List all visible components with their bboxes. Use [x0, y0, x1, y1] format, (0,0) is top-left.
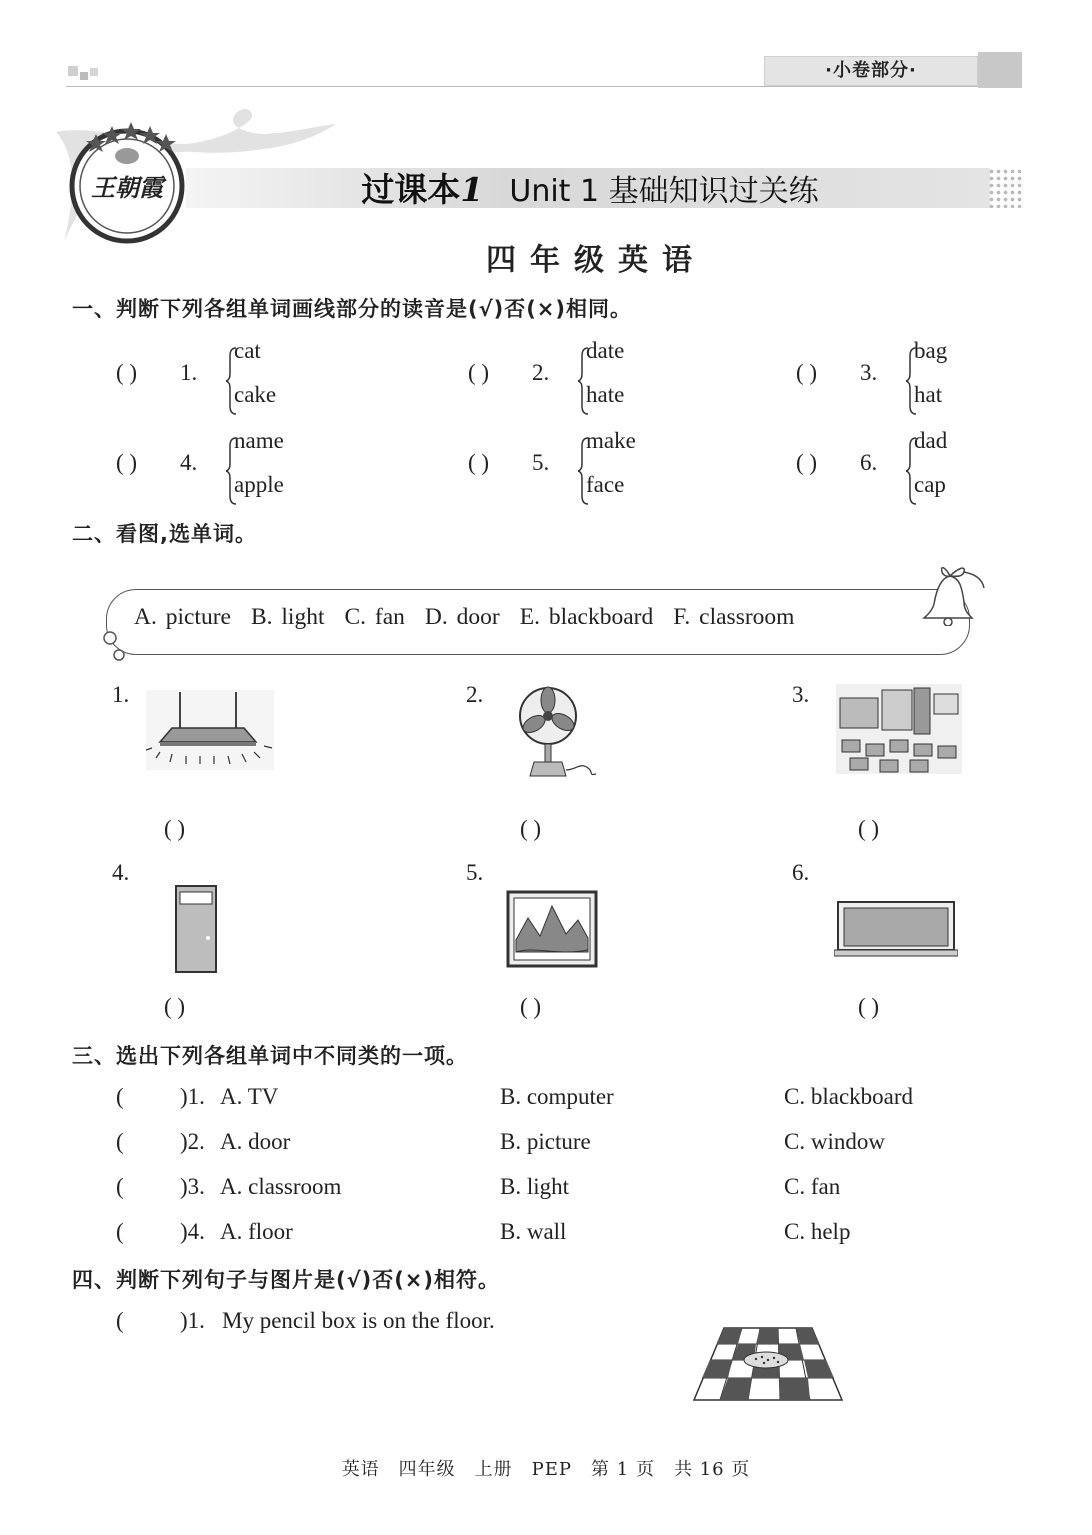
classroom-picture: [836, 684, 962, 774]
title-main: Unit 1 基础知识过关练: [509, 174, 819, 209]
word-1: bag: [914, 338, 948, 363]
answer-blank[interactable]: (: [116, 1219, 124, 1244]
light-picture: [146, 690, 274, 770]
option-b: B. light: [500, 1174, 570, 1199]
word-bank-circles: [100, 628, 130, 664]
part3-heading: 三、选出下列各组单词中不同类的一项。: [72, 1044, 468, 1068]
option-b: B. computer: [500, 1084, 614, 1109]
option-d: D. door: [424, 604, 500, 630]
item-number: 5.: [466, 860, 484, 885]
answer-blank[interactable]: ( ): [116, 450, 138, 475]
option-b: B. wall: [500, 1219, 567, 1244]
corner-decoration: [68, 66, 78, 76]
item-number: 5.: [532, 450, 550, 475]
word-2: apple: [234, 472, 284, 497]
word-pair: [226, 338, 336, 416]
answer-blank[interactable]: ( ): [116, 360, 138, 385]
answer-blank[interactable]: (: [116, 1174, 124, 1199]
title-number: 1: [460, 170, 484, 209]
item-number: 2.: [466, 682, 484, 707]
item-number: )2.: [180, 1129, 205, 1154]
answer-blank[interactable]: ( ): [468, 450, 490, 475]
bell-icon: [920, 562, 990, 626]
option-a: A. door: [220, 1129, 291, 1154]
item-number: 1.: [112, 682, 130, 707]
word-pair: [578, 428, 688, 506]
header-rule: [66, 86, 1022, 87]
option-a: A. floor: [220, 1219, 293, 1244]
answer-blank[interactable]: ( ): [796, 360, 818, 385]
logo-text: 王朝霞: [91, 173, 163, 202]
word-2: hat: [914, 382, 943, 407]
word-1: date: [586, 338, 625, 363]
word-pair: [226, 428, 336, 506]
word-pair: [578, 338, 688, 416]
answer-blank[interactable]: ( ): [796, 450, 818, 475]
fan-picture: [516, 684, 600, 780]
word-1: cat: [234, 338, 261, 363]
item-number: 4.: [112, 860, 130, 885]
word-2: hate: [586, 382, 625, 407]
option-e: E. blackboard: [519, 604, 654, 630]
part1-heading: 一、判断下列各组单词画线部分的读音是(√)否(×)相同。: [72, 297, 632, 321]
option-c: C. fan: [784, 1174, 841, 1199]
option-a: A. picture: [134, 604, 231, 630]
item-number: )1.: [180, 1084, 205, 1109]
word-2: cap: [914, 472, 946, 497]
word-1: make: [586, 428, 636, 453]
answer-blank[interactable]: (: [116, 1129, 124, 1154]
option-f: F. classroom: [673, 604, 795, 630]
corner-decoration: [90, 68, 98, 76]
corner-decoration: [80, 72, 88, 80]
answer-blank[interactable]: ( ): [468, 360, 490, 385]
item-number: 6.: [860, 450, 878, 475]
part2-heading: 二、看图,选单词。: [72, 522, 257, 546]
item-number: )4.: [180, 1219, 205, 1244]
page-subtitle: 四年级英语: [486, 243, 706, 278]
option-c: C. help: [784, 1219, 851, 1244]
page-footer: 英语 四年级 上册 PEP 第 1 页 共 16 页: [341, 1459, 751, 1480]
option-a: A. classroom: [220, 1174, 342, 1199]
word-pair: [906, 338, 1016, 416]
picture-frame-picture: [506, 890, 598, 968]
answer-blank[interactable]: (: [116, 1084, 124, 1109]
word-bank: [134, 604, 814, 631]
item-number: )3.: [180, 1174, 205, 1199]
option-b: B. picture: [500, 1129, 591, 1154]
blackboard-picture: [834, 900, 958, 958]
item-number: 2.: [532, 360, 550, 385]
banner-dots: [988, 168, 1024, 208]
answer-blank[interactable]: ( ): [520, 816, 542, 841]
word-2: cake: [234, 382, 277, 407]
floor-picture: [692, 1326, 844, 1402]
item-number: 6.: [792, 860, 810, 885]
option-a: A. TV: [220, 1084, 279, 1109]
word-1: dad: [914, 428, 948, 453]
title-prefix: 过课本: [361, 170, 461, 209]
option-c: C. fan: [344, 604, 405, 630]
part4-heading: 四、判断下列句子与图片是(√)否(×)相符。: [72, 1268, 500, 1292]
option-b: B. light: [250, 604, 325, 630]
section-label-block: [978, 52, 1022, 88]
item-number: 3.: [860, 360, 878, 385]
door-picture: [174, 884, 218, 974]
word-2: face: [586, 472, 625, 497]
page-title: [190, 164, 990, 211]
sentence: My pencil box is on the floor.: [222, 1308, 495, 1333]
option-c: C. window: [784, 1129, 885, 1154]
answer-blank[interactable]: ( ): [520, 994, 542, 1019]
option-c: C. blackboard: [784, 1084, 914, 1109]
answer-blank[interactable]: ( ): [858, 816, 880, 841]
item-number: )1.: [180, 1308, 205, 1333]
word-pair: [906, 428, 1016, 506]
answer-blank[interactable]: ( ): [164, 994, 186, 1019]
answer-blank[interactable]: (: [116, 1308, 124, 1333]
item-number: 4.: [180, 450, 198, 475]
item-number: 1.: [180, 360, 198, 385]
section-label: ·小卷部分·: [764, 56, 978, 86]
answer-blank[interactable]: ( ): [164, 816, 186, 841]
answer-blank[interactable]: ( ): [858, 994, 880, 1019]
word-1: name: [234, 428, 284, 453]
item-number: 3.: [792, 682, 810, 707]
